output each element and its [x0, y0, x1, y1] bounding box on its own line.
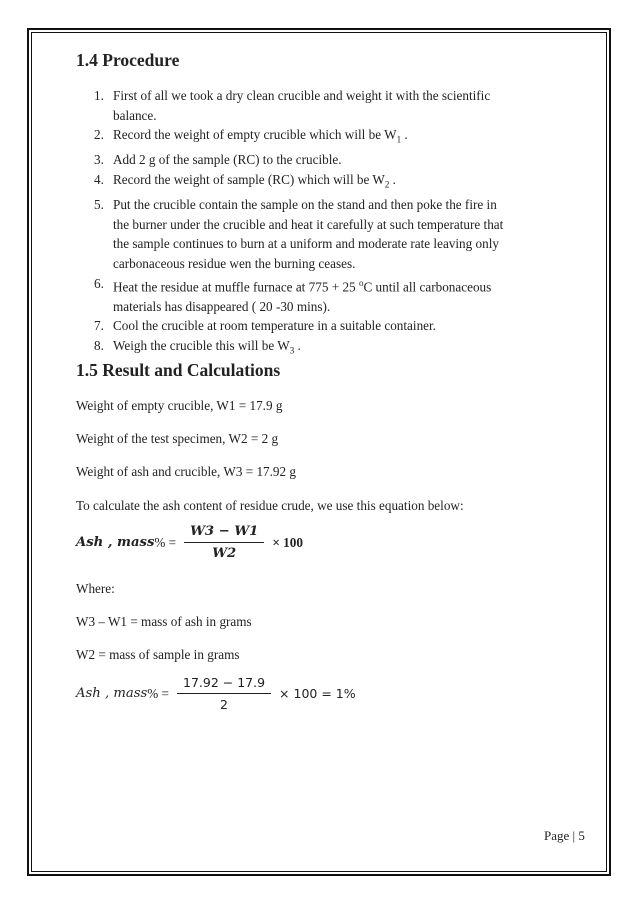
procedure-list — [76, 86, 576, 361]
list-item: 6. Heat the residue at muffle furnace at 775 + 25 $^o$C until all carbonaceous materials has disappeared ( 20 -30 mins). — [94, 275, 492, 314]
list-item: 5. Put the crucible contain the sample on the stand and then poke the fire in the burner under the crucible and heat it carefully at such temperature that the sample continues to burn at a uniform and moderate rate leaving only carbonaceous residue wen the burning ceases. — [94, 197, 504, 272]
ash-equation-symbolic: Ash , mass % = $\frac{W3 - W1}{W2}$ × 100 — [76, 524, 303, 561]
list-item: 8. Weigh the crucible this will be $W_3$ . — [94, 337, 301, 356]
procedure-heading: 1.4 Procedure — [76, 50, 180, 70]
list-item: 7. Cool the crucible at room temperature in a suitable container. — [94, 318, 436, 334]
equation-fraction: $\frac{W3 - W1}{W2}$ — [184, 524, 264, 561]
results-heading: 1.5 Result and Calculations — [76, 360, 281, 380]
equation-intro: To calculate the ash content of residue crude, we use this equation below: — [76, 498, 464, 513]
definition-sample-mass: W2 = mass of sample in grams — [76, 647, 240, 662]
list-item: 1. First of all we took a dry clean crucible and weight it with the scientific balance. — [94, 88, 491, 123]
ash-equation-numeric: Ash , mass % = $\frac{17.92 - 17.9}{2}$ × 100 = 1% — [76, 675, 356, 712]
equation-fraction: $\frac{17.92 - 17.9}{2}$ — [177, 675, 271, 712]
weight-test-specimen: Weight of the test specimen, W2 = 2 g — [76, 431, 279, 446]
list-item: 3. Add 2 g of the sample (RC) to the crucible. — [94, 152, 342, 168]
weight-ash-crucible: Weight of ash and crucible, W3 = 17.92 g — [76, 464, 297, 479]
definition-ash-mass: W3 – W1 = mass of ash in grams — [76, 614, 252, 629]
weight-empty-crucible: Weight of empty crucible, W1 = 17.9 g — [76, 398, 283, 413]
list-item: 4. Record the weight of sample (RC) which will be $W_2$ . — [94, 172, 396, 190]
where-label: Where: — [76, 581, 115, 596]
list-item: 2. Record the weight of empty crucible which will be $W_1$ . — [94, 127, 408, 145]
page-number: Page | 5 — [544, 828, 585, 843]
